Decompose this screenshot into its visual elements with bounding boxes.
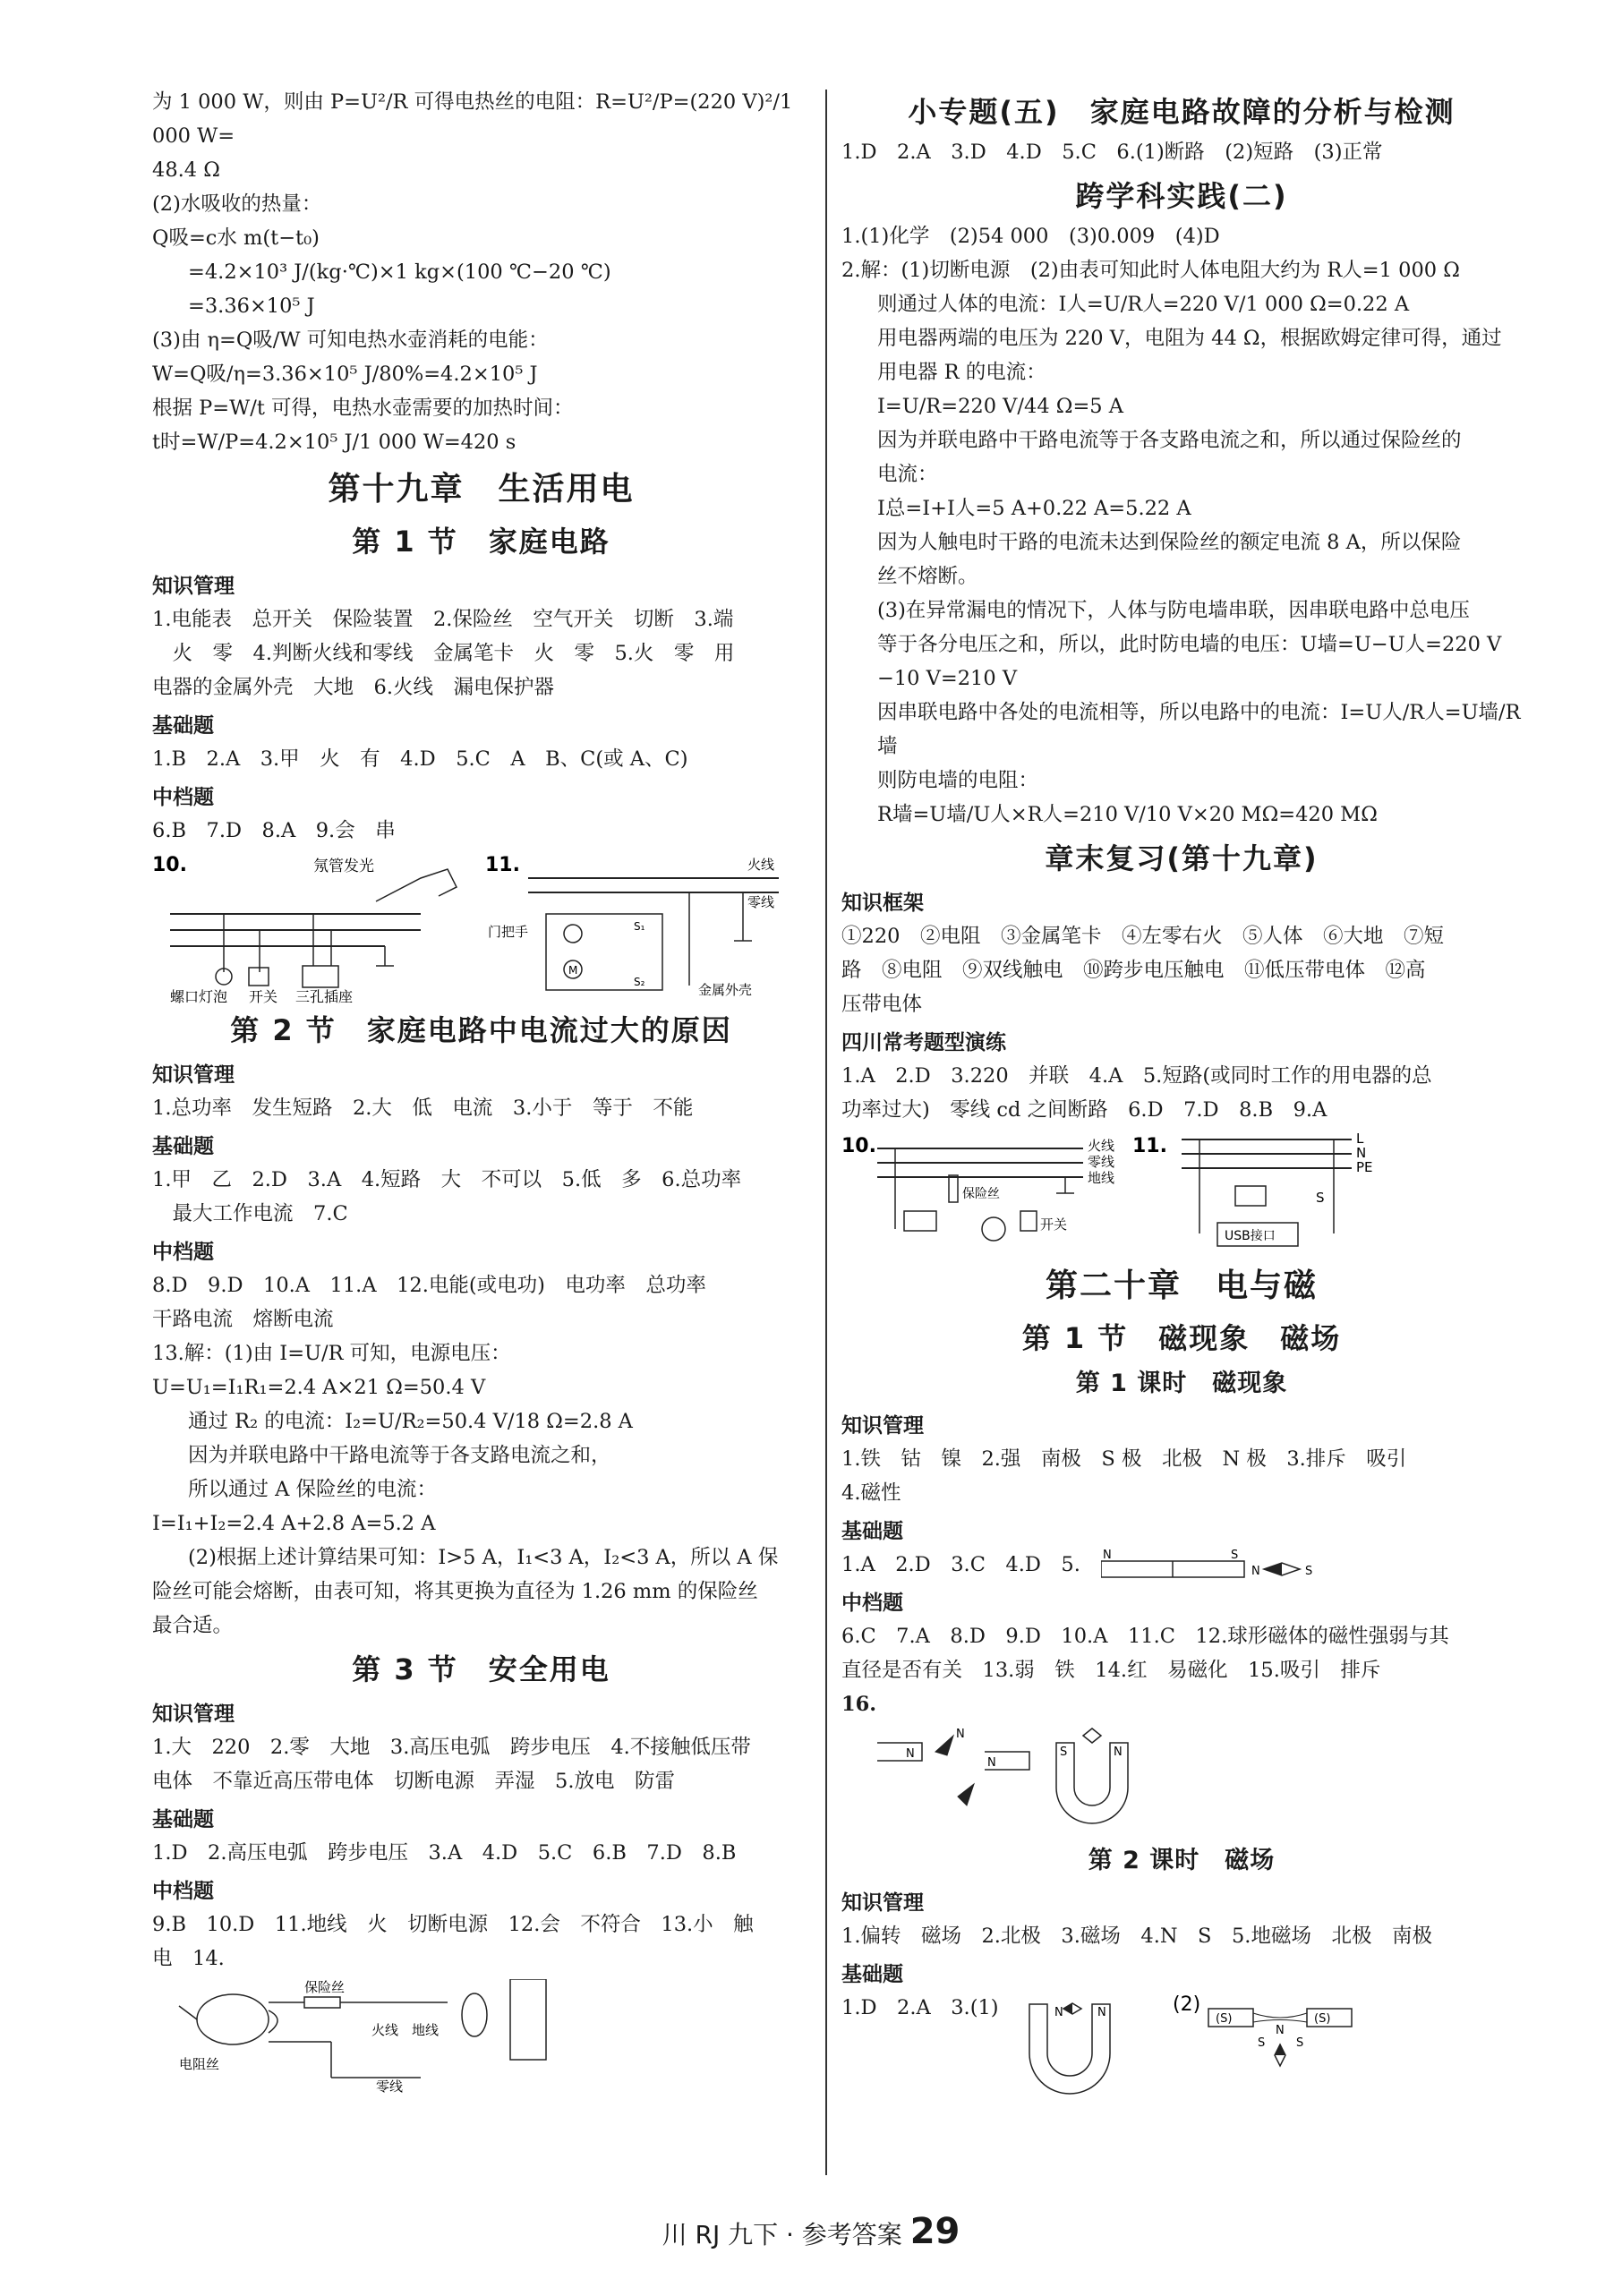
fig-label: 地线 xyxy=(412,2022,440,2038)
fig-label: S xyxy=(1296,2036,1304,2050)
text-line: (2)根据上述计算结果可知：I>5 A，I₁<3 A，I₂<3 A，所以 A 保 xyxy=(188,1546,779,1569)
section-2-title: 第 2 节 家庭电路中电流过大的原因 xyxy=(230,1013,732,1047)
text-line: 6.B 7.D 8.A 9.会 串 xyxy=(152,819,396,842)
figure-s3-q14 xyxy=(152,1979,810,2095)
text-line: 1.甲 乙 2.D 3.A 4.短路 大 不可以 5.低 多 6.总功率 xyxy=(152,1168,742,1191)
page-number: 29 xyxy=(909,2211,960,2252)
fig-label: 开关 xyxy=(1040,1216,1068,1233)
ch20-section-1-title: 第 1 节 磁现象 磁场 xyxy=(1021,1321,1342,1355)
text-line: 因为并联电路中干路电流等于各支路电流之和， xyxy=(188,1444,611,1467)
label-medium: 中档题 xyxy=(152,1241,214,1264)
fig-label: N xyxy=(1356,1145,1367,1161)
fig-label: N xyxy=(1114,1745,1123,1759)
left-column xyxy=(152,85,810,2099)
figure-bar-magnet-q5 xyxy=(1101,1548,1352,1582)
fig-label: S xyxy=(1305,1565,1313,1578)
fig-label: 10. xyxy=(152,854,187,876)
label-basic: 基础题 xyxy=(841,1963,903,1986)
test-pen-icon xyxy=(376,869,457,901)
socket-icon xyxy=(303,966,338,987)
fig-label: N xyxy=(1054,2006,1063,2019)
text-line: I=I₁+I₂=2.4 A+2.8 A=5.2 A xyxy=(152,1512,436,1535)
text-line: 用电器两端的电压为 220 V，电阻为 44 Ω，根据欧姆定律可得，通过 xyxy=(877,327,1502,350)
text-line: 险丝可能会熔断，由表可知，将其更换为直径为 1.26 mm 的保险丝 xyxy=(152,1580,758,1603)
text-line: 1.(1)化学 (2)54 000 (3)0.009 (4)D xyxy=(841,225,1220,248)
label-knowledge: 知识管理 xyxy=(152,1703,235,1726)
fig-label: N xyxy=(1097,2006,1106,2019)
fig-label: N xyxy=(1276,2024,1285,2037)
text-line: t时=W/P=4.2×10⁵ J/1 000 W=420 s xyxy=(152,431,516,454)
fig-label: S xyxy=(1231,1549,1239,1562)
text-line: 16. xyxy=(841,1693,877,1716)
text-line: 用电器 R 的电流： xyxy=(877,361,1046,384)
column-divider xyxy=(825,90,827,2175)
text-line: 2.解：(1)切断电源 (2)由表可知此时人体电阻大约为 R人=1 000 Ω xyxy=(841,259,1460,282)
label-knowledge: 知识管理 xyxy=(152,1063,235,1087)
text-line: 直径是否有关 13.弱 铁 14.红 易磁化 15.吸引 排斥 xyxy=(841,1659,1381,1682)
text-line: 因为并联电路中干路电流等于各支路电流之和，所以通过保险丝的 xyxy=(877,429,1462,452)
fig-label: 保险丝 xyxy=(962,1187,1000,1201)
figure-s1-q10-q11 xyxy=(152,851,810,1003)
lesson-2-title: 第 2 课时 磁场 xyxy=(1088,1847,1276,1874)
socket-icon xyxy=(1235,1186,1266,1206)
text-line: 路 ⑧电阻 ⑨双线触电 ⑩跨步电压触电 ⑪低压带电体 ⑫高 xyxy=(841,959,1426,982)
fuse-icon xyxy=(304,1997,340,2008)
fig-label: N xyxy=(1251,1565,1260,1578)
figure-q3-field xyxy=(1012,1991,1513,2107)
section-3-title: 第 3 节 安全用电 xyxy=(352,1652,610,1686)
text-line: 最大工作电流 7.C xyxy=(152,1202,348,1225)
fig-label: 金属外壳 xyxy=(698,982,753,998)
text-line: (3)在异常漏电的情况下，人体与防电墙串联，因串联电路中总电压 xyxy=(877,599,1470,622)
text-line: 48.4 Ω xyxy=(152,158,220,182)
text-line: 1.D 2.A 3.(1) xyxy=(841,1996,999,2019)
fig-label: USB接口 xyxy=(1225,1229,1276,1243)
text-line: 1.偏转 磁场 2.北极 3.磁场 4.N S 5.地磁场 北极 南极 xyxy=(841,1925,1432,1948)
fig-label: 10. xyxy=(841,1135,876,1157)
socket-icon xyxy=(904,1211,936,1231)
figure-review-q10-q11 xyxy=(841,1131,1522,1256)
label-basic: 基础题 xyxy=(152,714,214,738)
text-line: 火 零 4.判断火线和零线 金属笔卡 火 零 5.火 零 用 xyxy=(152,642,735,665)
text-line: (2)水吸收的热量： xyxy=(152,192,322,216)
text-line: 因为人触电时干路的电流未达到保险丝的额定电流 8 A，所以保险 xyxy=(877,531,1462,554)
fig-label: 11. xyxy=(485,854,520,876)
label-medium: 中档题 xyxy=(841,1592,903,1615)
fig-label: N xyxy=(906,1747,915,1761)
fig-label: S xyxy=(1316,1190,1325,1206)
fig-label: 保险丝 xyxy=(304,1979,346,1995)
fig-label: 火线 xyxy=(747,857,775,873)
chapter-19-title: 第十九章 生活用电 xyxy=(328,471,635,508)
lesson-1-title: 第 1 课时 磁现象 xyxy=(1075,1370,1288,1397)
fig-label: 电阻丝 xyxy=(179,2056,220,2072)
text-line: U=U₁=I₁R₁=2.4 A×21 Ω=50.4 V xyxy=(152,1376,486,1399)
topic-5-title: 小专题(五) 家庭电路故障的分析与检测 xyxy=(908,95,1456,129)
text-line: 电 14. xyxy=(152,1947,225,1970)
text-line: 4.磁性 xyxy=(841,1481,901,1505)
figure-q16-magnets xyxy=(841,1725,1522,1837)
label-framework: 知识框架 xyxy=(841,892,924,915)
fig-label: S xyxy=(1060,1745,1068,1759)
label-medium: 中档题 xyxy=(152,1880,214,1903)
plug-icon xyxy=(462,1993,487,2036)
answer-row-with-magnet xyxy=(841,1548,1522,1582)
section-1-title: 第 1 节 家庭电路 xyxy=(352,525,610,559)
text-line: (3)由 η=Q吸/W 可知电热水壶消耗的电能： xyxy=(152,329,549,352)
fig-label: 零线 xyxy=(747,894,775,910)
text-line: 1.A 2.D 3.220 并联 4.A 5.短路(或同时工作的用电器的总 xyxy=(841,1064,1432,1088)
fig-label: 地线 xyxy=(1088,1170,1115,1186)
label-basic: 基础题 xyxy=(152,1135,214,1158)
fig-label: 火线 xyxy=(1088,1138,1115,1154)
fig-label: 开关 xyxy=(249,988,278,1003)
text-line: 压带电体 xyxy=(841,993,923,1016)
text-line: 通过 R₂ 的电流：I₂=U/R₂=50.4 V/18 Ω=2.8 A xyxy=(188,1410,633,1433)
label-knowledge: 知识管理 xyxy=(152,575,235,598)
label-sichuan-practice: 四川常考题型演练 xyxy=(841,1031,1006,1054)
text-line: I总=I+I人=5 A+0.22 A=5.22 A xyxy=(877,497,1191,520)
footer-prefix: 川 RJ 九下 · 参考答案 xyxy=(662,2220,902,2249)
fuse-icon xyxy=(949,1175,958,1202)
text-line: 8.D 9.D 10.A 11.A 12.电能(或电功) 电功率 总功率 xyxy=(152,1274,706,1297)
text-line: ①220 ②电阻 ③金属笔卡 ④左零右火 ⑤人体 ⑥大地 ⑦短 xyxy=(841,925,1444,948)
chapter-review-title: 章末复习(第十九章) xyxy=(1045,841,1319,875)
text-line: W=Q吸/η=3.36×10⁵ J/80%=4.2×10⁵ J xyxy=(152,363,538,386)
text-line: 电体 不靠近高压带电体 切断电源 弄湿 5.放电 防雷 xyxy=(152,1770,675,1793)
text-line: 则防电墙的电阻： xyxy=(877,769,1039,792)
compass-needle-icon xyxy=(958,1784,974,1805)
fig-label: 门把手 xyxy=(488,924,529,940)
text-line: 所以通过 A 保险丝的电流： xyxy=(188,1478,438,1501)
text-line: 等于各分电压之和，所以，此时防电墙的电压：U墙=U−U人=220 V xyxy=(877,633,1502,656)
text-line: 6.C 7.A 8.D 9.D 10.A 11.C 12.球形磁体的磁性强弱与其 xyxy=(841,1625,1449,1648)
label-medium: 中档题 xyxy=(152,786,214,809)
text-line: 1.电能表 总开关 保险装置 2.保险丝 空气开关 切断 3.端 xyxy=(152,608,734,631)
text-line: 丝不熔断。 xyxy=(877,565,978,588)
svg-text:M: M xyxy=(568,964,578,977)
text-line: 1.总功率 发生短路 2.大 低 电流 3.小于 等于 不能 xyxy=(152,1097,694,1120)
bulb-icon xyxy=(982,1217,1005,1241)
compass-needle-icon xyxy=(1083,1728,1101,1743)
text-line: 为 1 000 W，则由 P=U²/R 可得电热丝的电阻：R=U²/P=(220 V)²/1 000 W= xyxy=(152,90,799,148)
text-line: 根据 P=W/t 可得，电热水壶需要的加热时间： xyxy=(152,397,574,420)
text-line: 1.D 2.A 3.D 4.D 5.C 6.(1)断路 (2)短路 (3)正常 xyxy=(841,141,1383,164)
fig-label: N xyxy=(1103,1549,1112,1562)
cross-discipline-title: 跨学科实践(二) xyxy=(1075,179,1288,213)
text-line: 干路电流 熔断电流 xyxy=(152,1308,334,1331)
text-line: 功率过大) 零线 cd 之间断路 6.D 7.D 8.B 9.A xyxy=(841,1098,1327,1122)
kettle-icon xyxy=(197,1994,269,2044)
svg-text:S₁: S₁ xyxy=(634,920,645,933)
fig-label: L xyxy=(1356,1131,1364,1147)
wall-socket-icon xyxy=(510,1979,546,2060)
fig-label: 火线 xyxy=(371,2022,399,2038)
fig-label: 螺口灯泡 xyxy=(170,988,228,1003)
text-line: 1.大 220 2.零 大地 3.高压电弧 跨步电压 4.不接触低压带 xyxy=(152,1736,751,1759)
text-line: R墙=U墙/U人×R人=210 V/10 V×20 MΩ=420 MΩ xyxy=(877,803,1378,826)
fig-label: N xyxy=(987,1756,996,1770)
fig-label: (2) xyxy=(1173,1993,1201,2016)
switch-icon xyxy=(249,968,269,986)
compass-needle-icon xyxy=(935,1736,953,1755)
text-line: 9.B 10.D 11.地线 火 切断电源 12.会 不符合 13.小 触 xyxy=(152,1913,754,1936)
label-knowledge: 知识管理 xyxy=(841,1891,924,1915)
right-column xyxy=(841,85,1522,2107)
text-line: 最合适。 xyxy=(152,1614,234,1637)
text-line: 1.铁 钴 镍 2.强 南极 S 极 北极 N 极 3.排斥 吸引 xyxy=(841,1447,1407,1471)
lamp-icon xyxy=(564,925,582,943)
fig-label: 零线 xyxy=(1088,1154,1115,1170)
page-footer xyxy=(0,2211,1622,2252)
text-line: I=U/R=220 V/44 Ω=5 A xyxy=(877,395,1124,418)
label-basic: 基础题 xyxy=(152,1808,214,1831)
fig-label: N xyxy=(956,1728,965,1741)
chapter-20-title: 第二十章 电与磁 xyxy=(1045,1267,1318,1304)
text-line: =4.2×10³ J/(kg·℃)×1 kg×(100 ℃−20 ℃) xyxy=(188,260,611,284)
text-line: 13.解：(1)由 I=U/R 可知，电源电压： xyxy=(152,1342,511,1365)
answer-row-with-figures xyxy=(841,1991,1522,2107)
fig-label: (S) xyxy=(1314,2012,1331,2026)
fig-label: 三孔插座 xyxy=(295,988,354,1003)
fig-label: (S) xyxy=(1216,2012,1233,2026)
label-basic: 基础题 xyxy=(841,1520,903,1543)
text-line: =3.36×10⁵ J xyxy=(188,294,315,318)
switch-icon xyxy=(1020,1211,1037,1231)
text-line: Q吸=c水 m(t−t₀) xyxy=(152,226,320,250)
text-line: 电流： xyxy=(877,463,938,486)
text-line: 因串联电路中各处的电流相等，所以电路中的电流：I=U人/R人=U墙/R墙 xyxy=(877,701,1521,758)
text-line: 则通过人体的电流：I人=U/R人=220 V/1 000 Ω=0.22 A xyxy=(877,293,1410,316)
svg-text:S₂: S₂ xyxy=(634,976,645,988)
fig-label: 零线 xyxy=(376,2078,404,2095)
fig-label: PE xyxy=(1356,1159,1373,1175)
fig-label: 11. xyxy=(1132,1135,1167,1157)
text-line: 1.A 2.D 3.C 4.D 5. xyxy=(841,1553,1080,1576)
text-line: −10 V=210 V xyxy=(877,667,1018,690)
label-knowledge: 知识管理 xyxy=(841,1414,924,1438)
text-line: 电器的金属外壳 大地 6.火线 漏电保护器 xyxy=(152,676,554,699)
text-line: 1.B 2.A 3.甲 火 有 4.D 5.C A B、C(或 A、C) xyxy=(152,747,688,771)
fig-label: 氖管发光 xyxy=(313,858,374,875)
text-line: 1.D 2.高压电弧 跨步电压 3.A 4.D 5.C 6.B 7.D 8.B xyxy=(152,1841,737,1865)
fig-label: S xyxy=(1258,2036,1266,2050)
